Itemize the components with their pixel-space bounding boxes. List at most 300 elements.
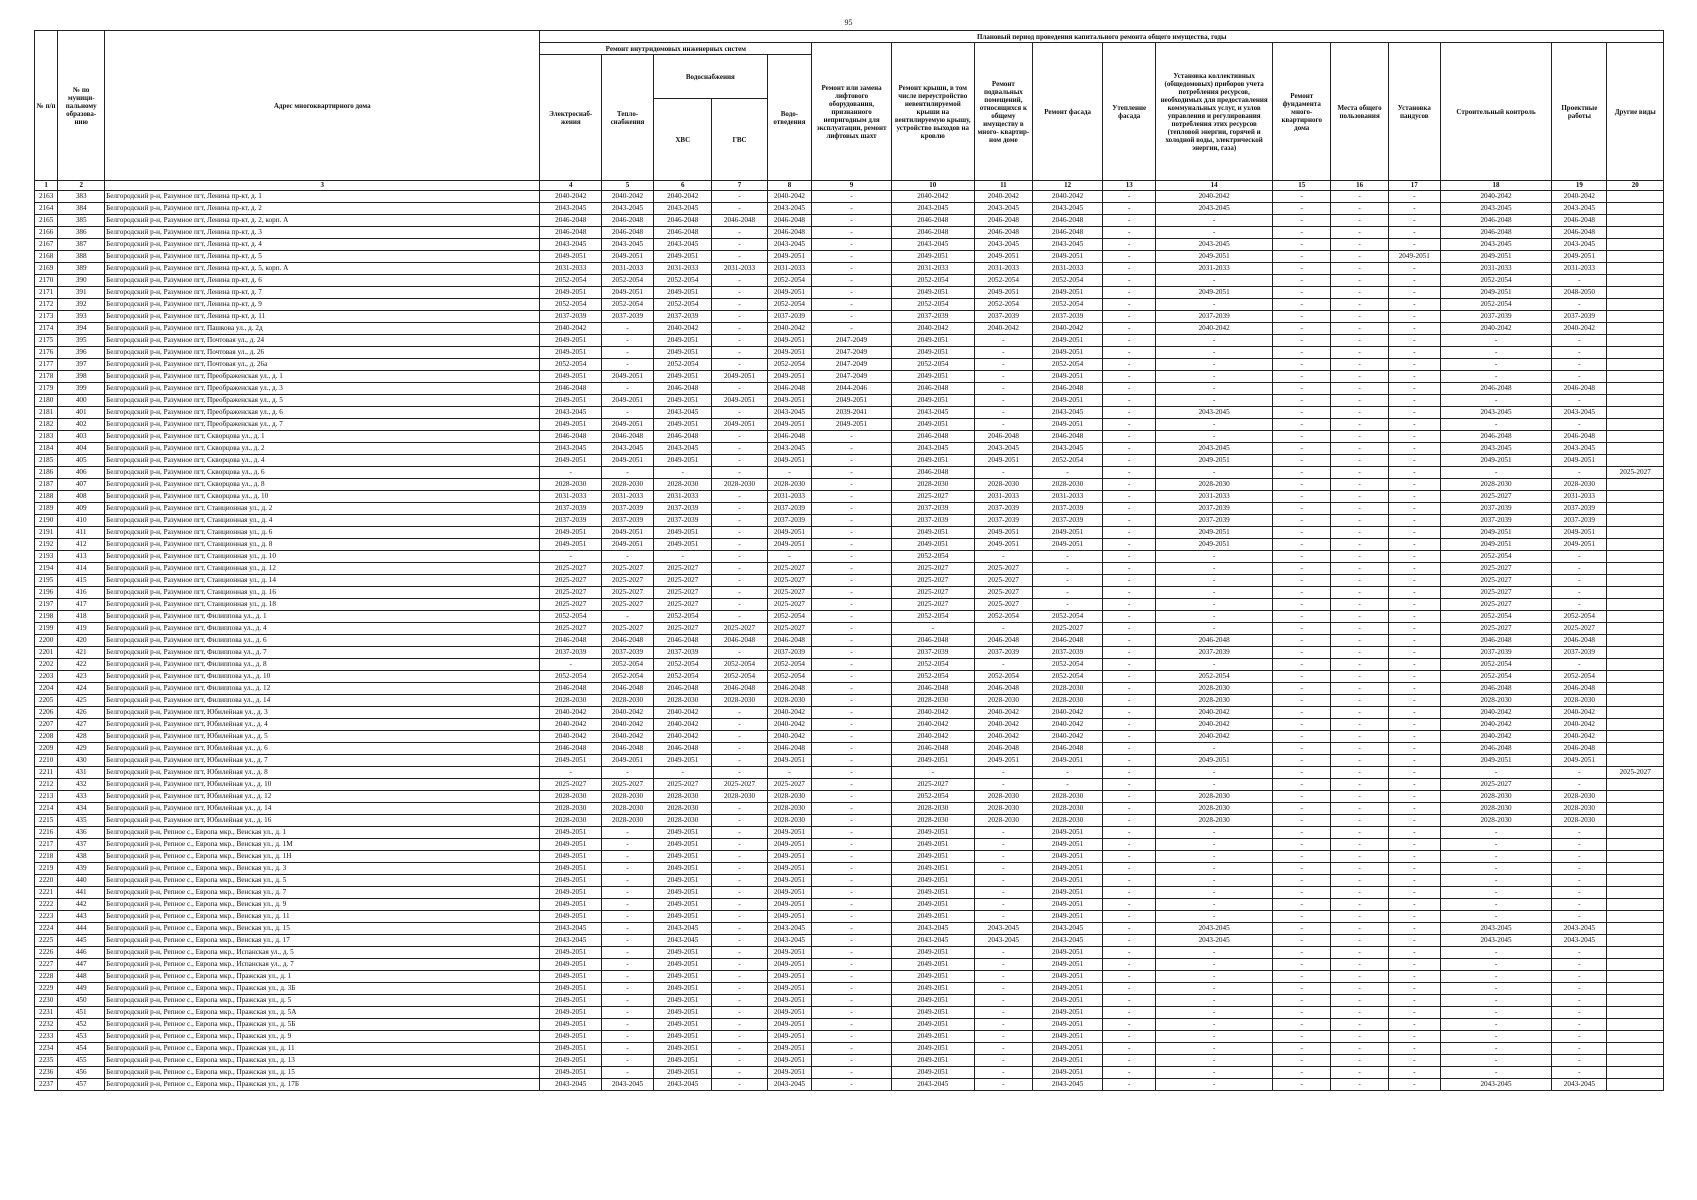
- table-cell: -: [974, 1079, 1032, 1091]
- table-cell: 2043-2045: [974, 923, 1032, 935]
- table-cell: -: [1331, 935, 1388, 947]
- table-cell: -: [1388, 947, 1440, 959]
- table-cell: 2043-2045: [540, 935, 602, 947]
- table-cell: 2043-2045: [1156, 203, 1273, 215]
- table-cell: -: [812, 527, 892, 539]
- table-cell: 2046-2048: [1552, 743, 1607, 755]
- table-cell: 2203: [35, 671, 58, 683]
- table-cell: -: [812, 791, 892, 803]
- table-cell: -: [602, 863, 654, 875]
- table-cell: 418: [58, 611, 105, 623]
- table-row: [35, 863, 1664, 875]
- table-cell: 2037-2039: [540, 647, 602, 659]
- table-cell: -: [1388, 599, 1440, 611]
- table-cell: -: [1103, 959, 1156, 971]
- table-cell: 2177: [35, 359, 58, 371]
- table-cell: -: [1388, 779, 1440, 791]
- table-cell: 2052-2054: [974, 611, 1032, 623]
- header-other: Другие виды: [1607, 43, 1664, 181]
- table-cell: 2046-2048: [602, 635, 654, 647]
- table-cell: -: [812, 995, 892, 1007]
- table-cell: -: [602, 1019, 654, 1031]
- table-cell: -: [1103, 899, 1156, 911]
- table-cell: -: [1103, 479, 1156, 491]
- table-cell: -: [1273, 251, 1331, 263]
- table-cell: [1607, 251, 1664, 263]
- table-cell: 2028-2030: [1552, 479, 1607, 491]
- table-cell: -: [974, 371, 1032, 383]
- table-cell: 2037-2039: [654, 515, 712, 527]
- table-cell: 2049-2051: [891, 347, 974, 359]
- table-row: [35, 851, 1664, 863]
- table-cell: -: [1103, 1067, 1156, 1079]
- table-cell: -: [1033, 767, 1103, 779]
- table-cell: 2028-2030: [602, 695, 654, 707]
- table-cell: -: [812, 575, 892, 587]
- table-cell: -: [1440, 863, 1551, 875]
- table-cell: [1607, 623, 1664, 635]
- table-cell: 2040-2042: [654, 719, 712, 731]
- table-cell: -: [1273, 287, 1331, 299]
- table-cell: -: [712, 287, 767, 299]
- table-cell: 2028-2030: [1033, 803, 1103, 815]
- table-cell: 2222: [35, 899, 58, 911]
- table-cell: 457: [58, 1079, 105, 1091]
- table-cell: 397: [58, 359, 105, 371]
- header-water: Водоснабжения: [654, 55, 768, 99]
- table-cell: 2028-2030: [891, 695, 974, 707]
- table-cell: 2049-2051: [654, 335, 712, 347]
- table-cell: 2049-2051: [891, 455, 974, 467]
- table-cell: 2028-2030: [1440, 803, 1551, 815]
- table-cell: 2043-2045: [1440, 407, 1551, 419]
- table-cell: [1607, 971, 1664, 983]
- column-number: 19: [1552, 181, 1607, 191]
- table-cell: 411: [58, 527, 105, 539]
- table-cell: -: [1273, 227, 1331, 239]
- table-cell: 2052-2054: [974, 671, 1032, 683]
- table-cell: 2025-2027: [1440, 587, 1551, 599]
- table-cell: 2037-2039: [767, 515, 812, 527]
- table-cell: 2025-2027: [891, 599, 974, 611]
- table-cell: 2028-2030: [767, 803, 812, 815]
- table-cell: -: [1103, 983, 1156, 995]
- table-cell: -: [1388, 851, 1440, 863]
- table-cell: 2043-2045: [1552, 407, 1607, 419]
- table-cell: 2049-2051: [540, 827, 602, 839]
- table-cell: -: [974, 359, 1032, 371]
- table-cell: 2173: [35, 311, 58, 323]
- table-cell: -: [712, 719, 767, 731]
- table-cell: -: [1388, 395, 1440, 407]
- table-cell: 2052-2054: [540, 359, 602, 371]
- table-cell: 2040-2042: [540, 707, 602, 719]
- table-cell: 2046-2048: [602, 683, 654, 695]
- header-heat: Тепло- снабжения: [602, 55, 654, 181]
- table-cell: 417: [58, 599, 105, 611]
- table-cell: 2028-2030: [540, 791, 602, 803]
- table-cell: [1607, 707, 1664, 719]
- address-cell: Белгородский р-н, Разумное пгт, Скворцова ул., д. 4: [105, 455, 540, 467]
- table-cell: -: [1103, 563, 1156, 575]
- table-cell: -: [974, 347, 1032, 359]
- table-row: [35, 959, 1664, 971]
- address-cell: Белгородский р-н, Разумное пгт, Почтовая ул., д. 24: [105, 335, 540, 347]
- table-cell: 406: [58, 467, 105, 479]
- table-cell: 2052-2054: [1440, 671, 1551, 683]
- table-cell: -: [1273, 683, 1331, 695]
- table-cell: -: [602, 827, 654, 839]
- table-cell: -: [1331, 239, 1388, 251]
- table-cell: -: [1273, 623, 1331, 635]
- table-cell: -: [1552, 1031, 1607, 1043]
- table-cell: 2043-2045: [974, 239, 1032, 251]
- table-cell: 2046-2048: [1440, 227, 1551, 239]
- table-cell: -: [1552, 899, 1607, 911]
- address-cell: Белгородский р-н, Разумное пгт, Юбилейная ул., д. 3: [105, 707, 540, 719]
- table-row: [35, 203, 1664, 215]
- table-cell: 2181: [35, 407, 58, 419]
- table-cell: -: [1331, 995, 1388, 1007]
- table-cell: 2207: [35, 719, 58, 731]
- table-cell: 2046-2048: [654, 383, 712, 395]
- table-cell: -: [1156, 395, 1273, 407]
- table-row: [35, 335, 1664, 347]
- table-cell: 2025-2027: [654, 575, 712, 587]
- table-cell: -: [1552, 1067, 1607, 1079]
- table-cell: -: [712, 923, 767, 935]
- address-cell: Белгородский р-н, Разумное пгт, Почтовая ул., д. 26а: [105, 359, 540, 371]
- table-cell: -: [1552, 875, 1607, 887]
- table-cell: -: [1103, 863, 1156, 875]
- table-row: [35, 1079, 1664, 1091]
- table-cell: 2037-2039: [1440, 503, 1551, 515]
- column-number: 12: [1033, 181, 1103, 191]
- table-cell: 2028-2030: [974, 695, 1032, 707]
- table-cell: -: [1552, 959, 1607, 971]
- table-cell: -: [812, 635, 892, 647]
- table-cell: -: [1388, 431, 1440, 443]
- table-cell: [1607, 527, 1664, 539]
- table-cell: 399: [58, 383, 105, 395]
- table-cell: -: [1103, 1055, 1156, 1067]
- table-cell: -: [1331, 719, 1388, 731]
- table-row: [35, 839, 1664, 851]
- table-cell: -: [1388, 215, 1440, 227]
- table-cell: -: [1103, 539, 1156, 551]
- table-cell: -: [540, 467, 602, 479]
- table-cell: 2025-2027: [1607, 767, 1664, 779]
- table-cell: [1607, 551, 1664, 563]
- table-cell: -: [812, 683, 892, 695]
- table-cell: -: [1388, 275, 1440, 287]
- table-cell: -: [812, 875, 892, 887]
- table-cell: [1607, 671, 1664, 683]
- table-cell: -: [1552, 1007, 1607, 1019]
- table-cell: 2049-2051: [891, 851, 974, 863]
- page-number: 95: [844, 18, 853, 27]
- table-cell: -: [602, 359, 654, 371]
- table-row: [35, 599, 1664, 611]
- table-cell: -: [1331, 887, 1388, 899]
- table-cell: 2037-2039: [602, 515, 654, 527]
- table-cell: -: [767, 767, 812, 779]
- table-cell: -: [1331, 1031, 1388, 1043]
- table-cell: -: [1388, 551, 1440, 563]
- table-cell: -: [1331, 767, 1388, 779]
- table-cell: 2049-2051: [1033, 527, 1103, 539]
- table-cell: 2049-2051: [891, 863, 974, 875]
- table-cell: 2025-2027: [767, 623, 812, 635]
- table-cell: -: [1440, 911, 1551, 923]
- table-cell: 2043-2045: [540, 443, 602, 455]
- table-cell: 2031-2033: [891, 263, 974, 275]
- table-cell: 2049-2051: [1440, 251, 1551, 263]
- table-cell: -: [1331, 911, 1388, 923]
- table-row: [35, 971, 1664, 983]
- table-cell: -: [1156, 383, 1273, 395]
- table-cell: 2221: [35, 887, 58, 899]
- table-cell: 2025-2027: [767, 779, 812, 791]
- table-cell: 2040-2042: [891, 323, 974, 335]
- table-cell: 2049-2051: [654, 395, 712, 407]
- table-cell: 2043-2045: [974, 203, 1032, 215]
- table-cell: -: [1552, 1019, 1607, 1031]
- table-cell: -: [1552, 839, 1607, 851]
- table-cell: 2028-2030: [1156, 815, 1273, 827]
- table-cell: -: [1331, 1079, 1388, 1091]
- table-cell: 2220: [35, 875, 58, 887]
- table-cell: 2043-2045: [540, 1079, 602, 1091]
- table-cell: 2025-2027: [540, 575, 602, 587]
- table-cell: 2049-2051: [891, 899, 974, 911]
- table-cell: 2028-2030: [1552, 791, 1607, 803]
- table-cell: -: [1273, 923, 1331, 935]
- table-cell: 2037-2039: [1033, 311, 1103, 323]
- table-cell: -: [1103, 1079, 1156, 1091]
- address-cell: Белгородский р-н, Разумное пгт, Преображенская ул., д. 5: [105, 395, 540, 407]
- table-cell: 439: [58, 863, 105, 875]
- table-cell: 2049-2051: [767, 983, 812, 995]
- table-cell: 2037-2039: [891, 647, 974, 659]
- table-cell: -: [602, 1031, 654, 1043]
- table-cell: -: [1331, 875, 1388, 887]
- table-cell: -: [654, 767, 712, 779]
- table-cell: 2201: [35, 647, 58, 659]
- table-cell: -: [1273, 803, 1331, 815]
- table-cell: -: [712, 515, 767, 527]
- table-cell: 2049-2051: [891, 287, 974, 299]
- table-cell: [1607, 587, 1664, 599]
- table-cell: -: [974, 839, 1032, 851]
- table-cell: 2025-2027: [891, 587, 974, 599]
- table-cell: 2052-2054: [1033, 299, 1103, 311]
- table-cell: -: [812, 743, 892, 755]
- table-cell: 2049-2051: [712, 395, 767, 407]
- table-cell: 2043-2045: [1033, 443, 1103, 455]
- address-cell: Белгородский р-н, Разумное пгт, Ленина пр-кт, д. 5: [105, 251, 540, 263]
- table-cell: 2025-2027: [1033, 623, 1103, 635]
- table-cell: 2052-2054: [974, 275, 1032, 287]
- table-cell: -: [812, 227, 892, 239]
- table-cell: -: [712, 227, 767, 239]
- table-cell: -: [1273, 431, 1331, 443]
- address-cell: Белгородский р-н, Разумное пгт, Филиппова ул., д. 8: [105, 659, 540, 671]
- table-cell: 2048-2050: [1552, 287, 1607, 299]
- table-cell: -: [1103, 911, 1156, 923]
- table-cell: -: [1273, 359, 1331, 371]
- table-cell: -: [1440, 887, 1551, 899]
- table-cell: -: [1273, 875, 1331, 887]
- header-control: Строительный контроль: [1440, 43, 1551, 181]
- table-cell: 2043-2045: [1552, 923, 1607, 935]
- table-cell: [1607, 407, 1664, 419]
- table-cell: [1607, 575, 1664, 587]
- column-number: 6: [654, 181, 712, 191]
- table-cell: 2037-2039: [974, 515, 1032, 527]
- table-cell: [1607, 719, 1664, 731]
- table-cell: -: [1273, 827, 1331, 839]
- table-cell: -: [1388, 887, 1440, 899]
- capital-repair-table-wrapper: [34, 30, 1664, 1091]
- table-cell: 2049-2051: [654, 959, 712, 971]
- table-cell: -: [1103, 251, 1156, 263]
- table-cell: 2171: [35, 287, 58, 299]
- table-cell: 2025-2027: [654, 563, 712, 575]
- table-cell: 2046-2048: [767, 215, 812, 227]
- table-cell: -: [974, 863, 1032, 875]
- table-cell: -: [1273, 539, 1331, 551]
- table-cell: 2040-2042: [654, 191, 712, 203]
- table-cell: -: [1388, 359, 1440, 371]
- table-cell: 2049-2051: [767, 1055, 812, 1067]
- table-cell: 2031-2033: [540, 491, 602, 503]
- table-cell: -: [602, 851, 654, 863]
- table-cell: 453: [58, 1031, 105, 1043]
- table-cell: -: [1273, 599, 1331, 611]
- table-cell: -: [1273, 311, 1331, 323]
- table-cell: 2049-2051: [891, 527, 974, 539]
- table-cell: 2049-2051: [974, 539, 1032, 551]
- table-cell: -: [602, 1043, 654, 1055]
- table-cell: -: [1331, 1067, 1388, 1079]
- table-cell: -: [1103, 635, 1156, 647]
- table-cell: -: [602, 383, 654, 395]
- table-cell: -: [1388, 287, 1440, 299]
- table-cell: -: [1103, 815, 1156, 827]
- table-row: [35, 803, 1664, 815]
- table-cell: -: [712, 575, 767, 587]
- table-cell: -: [712, 431, 767, 443]
- address-cell: Белгородский р-н, Разумное пгт, Юбилейная ул., д. 16: [105, 815, 540, 827]
- table-cell: -: [812, 551, 892, 563]
- table-cell: 2049-2051: [602, 251, 654, 263]
- table-cell: -: [1388, 923, 1440, 935]
- table-cell: -: [1103, 503, 1156, 515]
- table-cell: -: [1388, 563, 1440, 575]
- table-cell: -: [1156, 767, 1273, 779]
- table-row: [35, 419, 1664, 431]
- table-row: [35, 719, 1664, 731]
- table-cell: 2037-2039: [891, 503, 974, 515]
- table-row: [35, 287, 1664, 299]
- address-cell: Белгородский р-н, Разумное пгт, Станционная ул., д. 12: [105, 563, 540, 575]
- table-cell: -: [1331, 659, 1388, 671]
- table-cell: 2043-2045: [767, 443, 812, 455]
- table-cell: -: [974, 959, 1032, 971]
- table-cell: -: [602, 839, 654, 851]
- table-cell: 409: [58, 503, 105, 515]
- table-cell: [1607, 791, 1664, 803]
- table-cell: 452: [58, 1019, 105, 1031]
- table-cell: -: [1331, 791, 1388, 803]
- table-cell: 2194: [35, 563, 58, 575]
- table-cell: 2049-2051: [1552, 527, 1607, 539]
- column-number: 2: [58, 181, 105, 191]
- table-cell: 2206: [35, 707, 58, 719]
- column-number: 5: [602, 181, 654, 191]
- table-row: [35, 947, 1664, 959]
- table-cell: 2037-2039: [540, 515, 602, 527]
- table-cell: -: [1033, 599, 1103, 611]
- table-cell: -: [1440, 995, 1551, 1007]
- table-row: [35, 995, 1664, 1007]
- table-cell: -: [1331, 971, 1388, 983]
- table-cell: 2028-2030: [602, 803, 654, 815]
- table-cell: -: [1388, 1079, 1440, 1091]
- table-cell: 2028-2030: [1033, 695, 1103, 707]
- table-cell: 426: [58, 707, 105, 719]
- table-cell: 2049-2051: [891, 971, 974, 983]
- table-cell: 2192: [35, 539, 58, 551]
- table-cell: 456: [58, 1067, 105, 1079]
- table-cell: 2223: [35, 911, 58, 923]
- table-cell: 2049-2051: [767, 911, 812, 923]
- table-cell: 2028-2030: [654, 815, 712, 827]
- table-cell: -: [1388, 611, 1440, 623]
- address-cell: Белгородский р-н, Репное с., Европа мкр., Пражская ул., д. 1: [105, 971, 540, 983]
- table-cell: 2052-2054: [540, 611, 602, 623]
- table-cell: 386: [58, 227, 105, 239]
- table-cell: 2052-2054: [1033, 659, 1103, 671]
- table-cell: 2049-2051: [540, 335, 602, 347]
- table-cell: 2028-2030: [1033, 815, 1103, 827]
- header-mun-no: № по муници- пальному образова- нию: [58, 31, 105, 181]
- table-cell: -: [812, 203, 892, 215]
- table-cell: -: [540, 551, 602, 563]
- table-cell: 2049-2051: [1033, 887, 1103, 899]
- table-row: [35, 491, 1664, 503]
- table-row: [35, 755, 1664, 767]
- table-cell: 2049-2051: [767, 971, 812, 983]
- table-cell: -: [1103, 611, 1156, 623]
- table-cell: -: [1103, 263, 1156, 275]
- table-cell: -: [712, 335, 767, 347]
- table-cell: [1607, 731, 1664, 743]
- table-cell: -: [1273, 1043, 1331, 1055]
- table-cell: 2049-2051: [891, 1043, 974, 1055]
- table-cell: 393: [58, 311, 105, 323]
- table-cell: 2025-2027: [767, 563, 812, 575]
- table-cell: -: [1273, 419, 1331, 431]
- table-cell: -: [654, 467, 712, 479]
- address-cell: Белгородский р-н, Разумное пгт, Ленина пр-кт, д. 9: [105, 299, 540, 311]
- table-cell: 2049-2051: [1033, 839, 1103, 851]
- table-cell: 2049-2051: [654, 1031, 712, 1043]
- table-cell: 2046-2048: [654, 227, 712, 239]
- table-cell: 2052-2054: [1033, 611, 1103, 623]
- table-cell: -: [1103, 299, 1156, 311]
